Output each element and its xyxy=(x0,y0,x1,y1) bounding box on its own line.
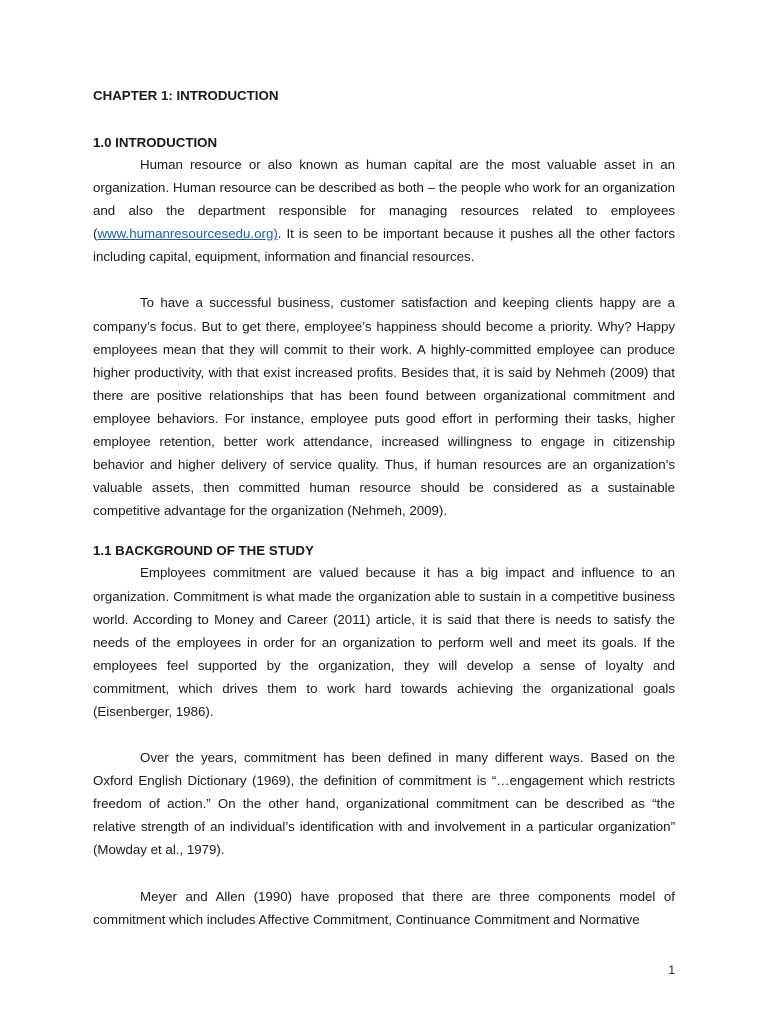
document-body xyxy=(93,86,675,931)
paragraph-spacer xyxy=(93,723,675,746)
paragraph-spacer xyxy=(93,268,675,291)
introduction-paragraph-1 xyxy=(93,153,675,268)
humanresourcesedu-link[interactable]: www.humanresourcesedu.org) xyxy=(97,226,278,242)
introduction-paragraph-2: To have a successful business, customer satisfaction and keeping clients happy are a company’s focus. But to get there, employee’s happiness should become a priority. Why? Happy employees mean that they will commit to their work. A highly-committed employee can produce higher productivity, with that exist increased profits. Besides that, it is said by Nehmeh (2009) that there are positive relationships that has been found between organizational commitment and employee behaviors. For instance, employee puts good effort in performing their tasks, higher employee retention, better work attendance, increased willingness to engage in citizenship behavior and higher delivery of service quality. Thus, if human resources are an organization’s valuable assets, then committed human resource should be considered as a sustainable competitive advantage for the organization (Nehmeh, 2009). xyxy=(93,295,675,519)
intro-p1-text-after-link: . It is seen to be important because it pushes all the other factors including capital, equipment, information and financial resources. xyxy=(93,226,675,265)
section-heading-background: 1.1 BACKGROUND OF THE STUDY xyxy=(93,543,314,559)
paragraph-spacer xyxy=(93,862,675,885)
background-paragraph-1: Employees commitment are valued because it has a big impact and influence to an organization. Commitment is what made the organization able to sustain in a competitive business world. According to Money and Career (2011) article, it is said that there is needs to satisfy the needs of the employees in order for an organization to perform well and meet its goals. If the employees feel supported by the organization, they will develop a sense of loyalty and commitment, which drives them to work hard towards achieving the organizational goals (Eisenberger, 1986). xyxy=(93,565,675,719)
page-number: 1 xyxy=(668,963,675,977)
section-heading-introduction: 1.0 INTRODUCTION xyxy=(93,135,218,150)
chapter-title: CHAPTER 1: INTRODUCTION xyxy=(93,88,279,103)
section-spacer xyxy=(93,522,675,541)
background-paragraph-3: Meyer and Allen (1990) have proposed that there are three components model of commitment which includes Affective Commitment, Continuance Commitment and Normative xyxy=(93,888,675,927)
background-paragraph-2: Over the years, commitment has been defined in many different ways. Based on the Oxford English Dictionary (1969), the definition of commitment is “…engagement which restricts freedom of action.” On the other hand, organizational commitment can be described as “the relative strength of an individual’s identification with and involvement in a particular organization” (Mowday et al., 1979). xyxy=(93,750,675,858)
intro-p1-text-before-link: Human resource or also known as human capital are the most valuable asset in an organization. Human resource can be described as both – the people who work for an organization and also the department responsible for managing resources related to employees ( xyxy=(93,157,675,242)
